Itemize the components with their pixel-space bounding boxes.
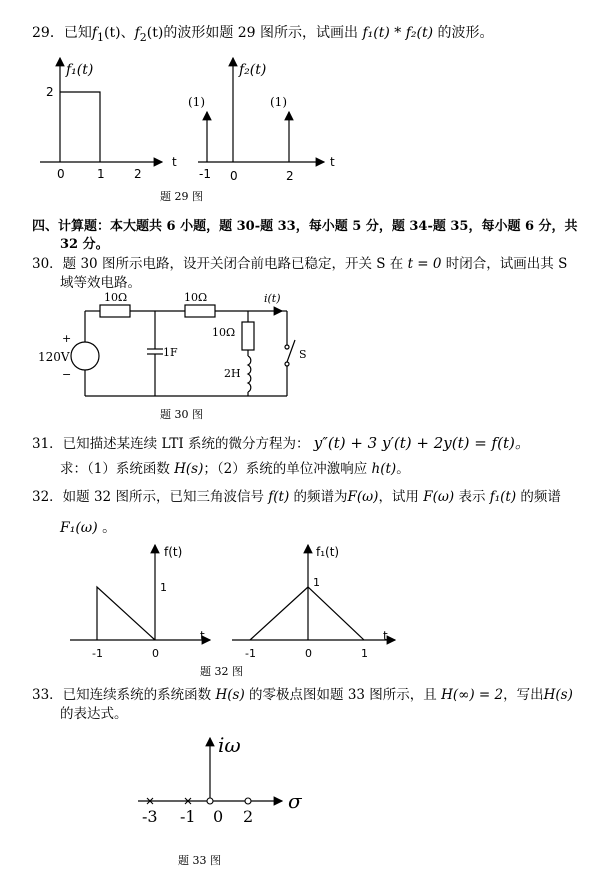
fig33-pole-neg3 [147,798,153,804]
fig30-minus: − [62,368,72,381]
fig33-zero-0 [207,798,213,804]
fig33-xlabel: σ [288,789,302,813]
fig29r-tick-0: 0 [230,169,238,183]
q32-line1: 32．如题 32 图所示，已知三角波信号 f(t) 的频谱为F(ω)，试用 F(ω) 表示 f₁(t) 的频谱 [32,489,561,505]
fig29-caption: 题 29 图 [160,190,203,203]
fig29r-imp-right-label: (1) [270,95,287,109]
fig30-plus: + [62,332,72,345]
fig30-r1 [100,305,130,317]
fig30-r2 [185,305,215,317]
fig33-tick-0: 0 [213,807,224,826]
q32-line2: F₁(ω) 。 [60,520,117,536]
fig33-tick-neg1: -1 [180,807,196,826]
fig32l-signal [97,587,155,640]
fig32l-tick-neg1: -1 [92,647,103,660]
fig32r-ylabel: f₁(t) [316,545,340,559]
fig30-r1-label: 10Ω [104,291,128,304]
fig33-tick-2: 2 [243,807,254,826]
fig30-switch-label: S [299,348,307,361]
fig29r-xlabel: t [330,155,335,169]
q31-line2: 求：（1）系统函数 H(s)；（2）系统的单位冲激响应 h(t)。 [60,461,410,477]
fig32-caption: 题 32 图 [200,665,243,678]
fig32r-tick-1: 1 [361,647,368,660]
fig32l-tick-0: 0 [152,647,159,660]
q31-line1: 31．已知描述某连续 LTI 系统的微分方程为： y″(t) + 3 y′(t) + 2y(t) = f(t)。 [32,434,530,452]
q33-line2: 的表达式。 [60,706,128,722]
fig32r-tick-neg1: -1 [245,647,256,660]
q30-line2: 域等效电路。 [60,275,141,291]
fig30-circuit [71,305,295,396]
fig29l-tick-0: 0 [57,167,65,181]
fig30-inductor [248,356,251,392]
fig32l-xlabel: t [200,629,205,643]
fig30-r3-label: 10Ω [212,326,236,339]
q33-line1: 33．已知连续系统的系统函数 H(s) 的零极点图如题 33 图所示，且 H(∞) = 2，写出H(s) [32,687,573,703]
fig33-zero-2 [245,798,251,804]
fig29r-tick-neg1: -1 [199,167,211,181]
fig30-r3 [242,322,254,350]
fig29l-pulse [60,92,100,162]
fig29l-tick-1: 1 [97,167,105,181]
fig30-r2-label: 10Ω [184,291,208,304]
fig29l-level: 2 [46,85,54,99]
section4-line2: 32 分。 [60,237,109,252]
section4-line1: 四、计算题：本大题共 6 小题，题 30-题 33，每小题 5 分，题 34-题 35，每小题 6 分，共 [32,219,578,234]
fig29r-imp-left-label: (1) [188,95,205,109]
fig29l-tick-2: 2 [134,167,142,181]
fig32l-ylabel: f(t) [164,545,183,559]
fig33-caption: 题 33 图 [178,854,221,867]
fig30-cap-label: 1F [163,346,178,359]
fig30-caption: 题 30 图 [160,408,203,421]
fig30-src-label: 120V [38,350,70,364]
fig29r-tick-2: 2 [286,169,294,183]
fig32r-signal [250,587,364,640]
fig30-switch [287,340,295,362]
fig33-ylabel: iω [218,733,241,757]
fig33-pole-neg1 [185,798,191,804]
fig33-tick-neg3: -3 [142,807,158,826]
fig32r-tick-0: 0 [305,647,312,660]
q30-line1: 30．题 30 图所示电路，设开关闭合前电路已稳定，开关 S 在 t = 0 时闭合，试画出其 S [32,256,568,272]
fig32r-xlabel: t [383,629,388,643]
fig29l-ylabel: f₁(t) [66,62,94,78]
fig29r-ylabel: f₂(t) [239,62,267,78]
fig32l-one: 1 [160,581,167,594]
fig32r-one: 1 [313,576,320,589]
fig30-source [71,342,99,370]
fig29l-xlabel: t [172,155,177,169]
q29-stem: 29．已知$f_1(t)$、$f_2(t)$的波形如题 29 图所示，试画出 f₁(t) * f₂(t) 的波形。 [32,25,494,44]
fig30-ind-label: 2H [224,367,241,380]
fig30-current-label: i(t) [264,292,281,305]
